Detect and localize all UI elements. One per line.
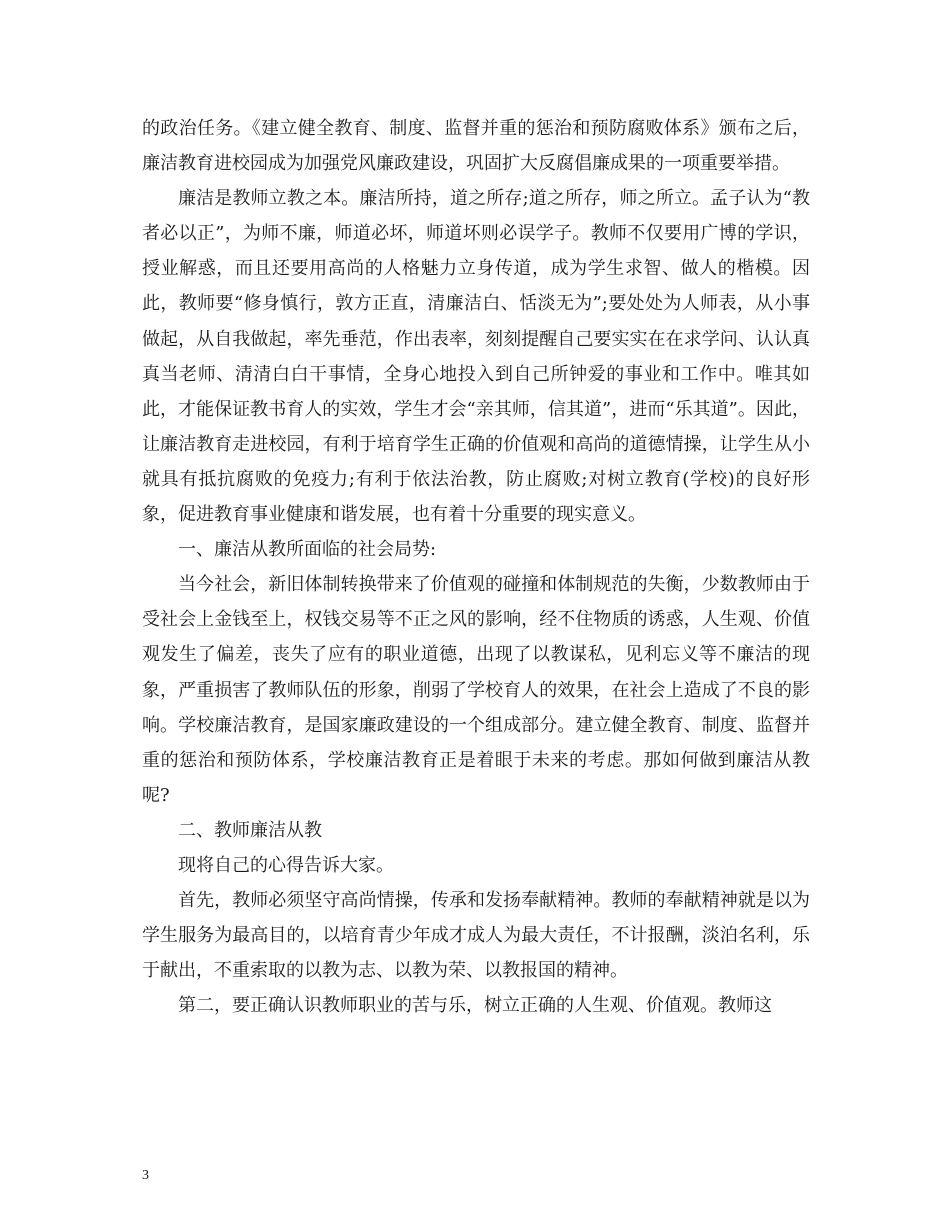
paragraph: 的政治任务。《建立健全教育、制度、监督并重的惩治和预防腐败体系》颁布之后，廉洁教育进校园成为加强党风廉政建设，巩固扩大反腐倡廉成果的一项重要举措。 bbox=[142, 118, 810, 175]
paragraph: 第二，要正确认识教师职业的苦与乐，树立正确的人生观、价值观。教师这 bbox=[178, 995, 772, 1017]
paragraph: 当今社会，新旧体制转换带来了价值观的碰撞和体制规范的失衡，少数教师由于受社会上金钱至上，权钱交易等不正之风的影响，经不住物质的诱惑，人生观、价值观发生了偏差，丧失了应有的职业道德，出现了以教谋私，见利忘义等不廉洁的现象，严重损害了教师队伍的形象，削弱了学校育人的效果，在社会上造成了不良的影响。学校廉洁教育，是国家廉政建设的一个组成部分。建立健全教育、制度、监督并重的惩治和预防体系，学校廉洁教育正是着眼于未来的考虑。那如何做到廉洁从教呢? bbox=[142, 574, 810, 806]
paragraph: 首先，教师必须坚守高尚情操，传承和发扬奉献精神。教师的奉献精神就是以为学生服务为最高目的，以培育青少年成才成人为最大责任，不计报酬，淡泊名利，乐于献出，不重索取的以教为志、以教为荣、以教报国的精神。 bbox=[142, 890, 810, 982]
section-heading: 二、教师廉洁从教 bbox=[178, 819, 322, 841]
document-body bbox=[142, 111, 810, 1023]
paragraph: 廉洁是教师立教之本。廉洁所持，道之所存;道之所存，师之所立。孟子认为“教者必以正”，为师不廉，师道必坏，师道坏则必误学子。教师不仅要用广博的学识，授业解惑，而且还要用高尚的人格魅力立身传道，成为学生求智、做人的楷模。因此，教师要“修身慎行，敦方正直，清廉洁白、恬淡无为”;要处处为人师表，从小事做起，从自我做起，率先垂范，作出表率，刻刻提醒自己要实实在在求学问、认认真真当老师、清清白白干事情，全身心地投入到自己所钟爱的事业和工作中。唯其如此，才能保证教书育人的实效，学生才会“亲其师，信其道”，进而“乐其道”。因此，让廉洁教育走进校园，有利于培育学生正确的价值观和高尚的道德情操，让学生从小就具有抵抗腐败的免疫力;有利于依法治教，防止腐败;对树立教育(学校)的良好形象，促进教育事业健康和谐发展，也有着十分重要的现实意义。 bbox=[142, 188, 810, 526]
page-number: 3 bbox=[142, 1168, 149, 1183]
section-heading: 一、廉洁从教所面临的社会局势: bbox=[178, 539, 437, 561]
paragraph: 现将自己的心得告诉大家。 bbox=[178, 854, 394, 876]
